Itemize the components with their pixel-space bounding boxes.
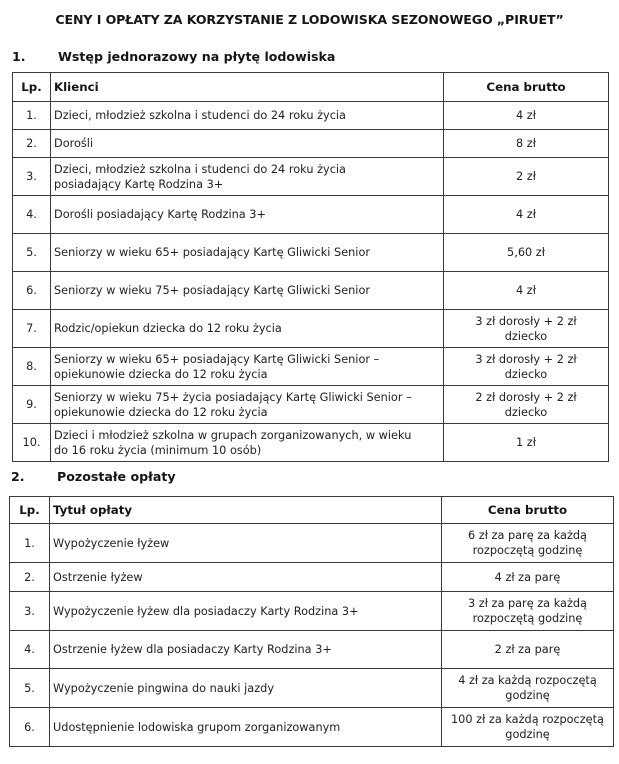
row-price: 2 zł za parę — [442, 631, 614, 669]
row-description: Ostrzenie łyżew — [50, 563, 442, 592]
row-description: Rodzic/opiekun dziecka do 12 roku życia — [51, 310, 444, 348]
row-description: Dzieci, młodzież szkolna i studenci do 24 roku życia — [51, 102, 444, 130]
row-price: 2 zł dorosły + 2 zł dziecko — [444, 386, 609, 424]
row-description: Wypożyczenie łyżew — [50, 524, 442, 563]
table-row — [10, 592, 614, 631]
table-header-row — [13, 73, 609, 102]
row-price: 5,60 zł — [444, 234, 609, 272]
row-price: 4 zł za parę — [442, 563, 614, 592]
row-price: 3 zł dorosły + 2 zł dziecko — [444, 348, 609, 386]
row-price: 4 zł za każdą rozpoczętą godzinę — [442, 669, 614, 708]
row-price: 3 zł za parę za każdą rozpoczętą godzinę — [442, 592, 614, 631]
row-number: 2. — [10, 563, 50, 592]
row-description: Wypożyczenie pingwina do nauki jazdy — [50, 669, 442, 708]
row-number: 1. — [13, 102, 51, 130]
table-row — [13, 310, 609, 348]
table-row — [10, 631, 614, 669]
row-number: 7. — [13, 310, 51, 348]
row-number: 1. — [10, 524, 50, 563]
table-row — [13, 102, 609, 130]
admission-price-table — [12, 72, 609, 462]
row-number: 8. — [13, 348, 51, 386]
table-row — [13, 130, 609, 158]
row-price: 1 zł — [444, 424, 609, 462]
row-description: Wypożyczenie łyżew dla posiadaczy Karty Rodzina 3+ — [50, 592, 442, 631]
table-row — [13, 386, 609, 424]
row-number: 3. — [13, 158, 51, 196]
row-number: 5. — [13, 234, 51, 272]
section-title: Wstęp jednorazowy na płytę lodowiska — [58, 49, 336, 64]
row-number: 4. — [10, 631, 50, 669]
column-header-lp: Lp. — [10, 497, 50, 524]
table-row — [13, 158, 609, 196]
column-header-fee-title: Tytuł opłaty — [50, 497, 442, 524]
table-row — [13, 348, 609, 386]
row-price: 4 zł — [444, 272, 609, 310]
section-number: 1. — [12, 49, 26, 64]
table-row — [10, 669, 614, 708]
row-description: Dzieci i młodzież szkolna w grupach zorganizowanych, w wieku do 16 roku życia (minimum 10 osób) — [51, 424, 444, 462]
column-header-price: Cena brutto — [442, 497, 614, 524]
table-row — [13, 272, 609, 310]
document-title: CENY I OPŁATY ZA KORZYSTANIE Z LODOWISKA SEZONOWEGO „PIRUET” — [55, 12, 564, 27]
row-description: Seniorzy w wieku 65+ posiadający Kartę Gliwicki Senior – opiekunowie dziecka do 12 roku życia — [51, 348, 444, 386]
row-description: Seniorzy w wieku 75+ życia posiadający Kartę Gliwicki Senior – opiekunowie dziecka do 12 roku życia — [51, 386, 444, 424]
column-header-lp: Lp. — [13, 73, 51, 102]
row-price: 100 zł za każdą rozpoczętą godzinę — [442, 708, 614, 747]
column-header-clients: Klienci — [51, 73, 444, 102]
row-number: 9. — [13, 386, 51, 424]
row-number: 5. — [10, 669, 50, 708]
row-description: Dzieci, młodzież szkolna i studenci do 24 roku życia posiadający Kartę Rodzina 3+ — [51, 158, 444, 196]
row-number: 6. — [10, 708, 50, 747]
row-price: 4 zł — [444, 102, 609, 130]
row-description: Dorośli — [51, 130, 444, 158]
row-number: 6. — [13, 272, 51, 310]
table-header-row — [10, 497, 614, 524]
row-description: Dorośli posiadający Kartę Rodzina 3+ — [51, 196, 444, 234]
table-row — [10, 563, 614, 592]
table-row — [13, 196, 609, 234]
section-title: Pozostałe opłaty — [57, 469, 176, 484]
column-header-price: Cena brutto — [444, 73, 609, 102]
row-number: 10. — [13, 424, 51, 462]
row-number: 4. — [13, 196, 51, 234]
row-description: Ostrzenie łyżew dla posiadaczy Karty Rodzina 3+ — [50, 631, 442, 669]
row-price: 3 zł dorosły + 2 zł dziecko — [444, 310, 609, 348]
table-row — [10, 524, 614, 563]
row-number: 2. — [13, 130, 51, 158]
row-description: Udostępnienie lodowiska grupom zorganizowanym — [50, 708, 442, 747]
row-number: 3. — [10, 592, 50, 631]
table-row — [13, 234, 609, 272]
row-description: Seniorzy w wieku 75+ posiadający Kartę Gliwicki Senior — [51, 272, 444, 310]
table-row — [10, 708, 614, 747]
row-price: 2 zł — [444, 158, 609, 196]
table-row — [13, 424, 609, 462]
row-price: 6 zł za parę za każdą rozpoczętą godzinę — [442, 524, 614, 563]
row-price: 4 zł — [444, 196, 609, 234]
row-description: Seniorzy w wieku 65+ posiadający Kartę Gliwicki Senior — [51, 234, 444, 272]
section-number: 2. — [11, 469, 25, 484]
other-fees-table — [9, 496, 614, 747]
row-price: 8 zł — [444, 130, 609, 158]
